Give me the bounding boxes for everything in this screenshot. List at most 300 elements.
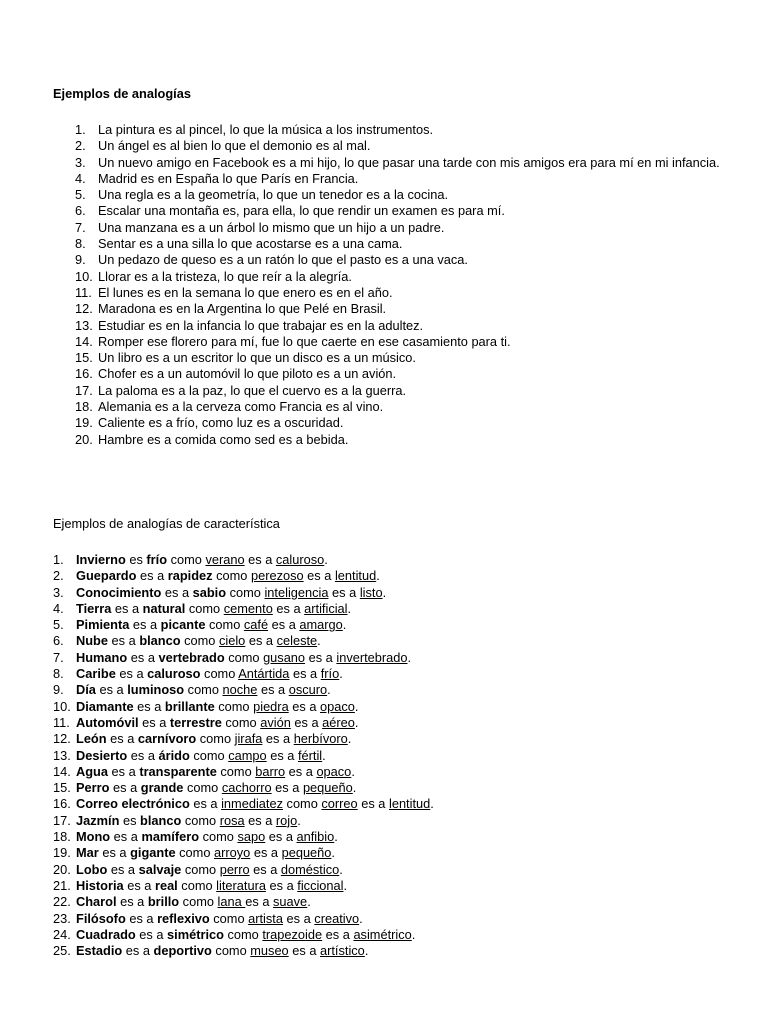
list-item — [53, 318, 743, 334]
relation-text: es a — [127, 649, 159, 665]
relation-text: como — [184, 682, 223, 698]
item-number: 1. — [75, 122, 86, 137]
term-a: Diamante — [76, 698, 134, 714]
list-item — [53, 301, 743, 317]
term-d: artístico — [320, 943, 365, 959]
relation-text: es — [119, 812, 141, 828]
item-number: 19. — [53, 845, 71, 861]
term-b: grande — [140, 780, 184, 796]
item-number: 10. — [53, 698, 71, 714]
item-number: 22. — [53, 894, 71, 910]
term-c: café — [243, 617, 269, 633]
relation-text: como — [216, 763, 256, 779]
term-d: lentitud — [334, 568, 377, 584]
relation-text: es a — [245, 633, 277, 649]
term-c: rosa — [219, 812, 245, 828]
term-c: barro — [255, 763, 286, 779]
item-number: 6. — [53, 633, 64, 649]
item-body — [76, 927, 415, 942]
item-text: Madrid es en España lo que París en Francia. — [98, 170, 359, 186]
list-item — [53, 862, 743, 878]
term-a: Conocimiento — [76, 584, 162, 600]
item-number: 4. — [75, 170, 86, 186]
term-a: Agua — [76, 763, 108, 779]
relation-text: es a — [268, 617, 300, 633]
list-item — [53, 236, 743, 252]
relation-text: es — [125, 552, 147, 567]
item-end: . — [342, 617, 347, 633]
relation-text: como — [209, 910, 249, 926]
term-c: noche — [222, 682, 258, 698]
term-a: Caribe — [76, 666, 116, 682]
list-item — [53, 927, 743, 943]
term-b: blanco — [139, 633, 181, 649]
list-item — [53, 764, 743, 780]
relation-text: es a — [266, 747, 298, 763]
list-item — [53, 829, 743, 845]
term-b: simétrico — [167, 926, 224, 942]
item-end: . — [430, 796, 434, 812]
term-a: Filósofo — [76, 910, 126, 926]
list-item — [53, 699, 743, 715]
relation-text: es a — [108, 633, 140, 649]
item-number: 12. — [75, 301, 93, 317]
term-b: carnívoro — [137, 731, 197, 747]
term-a: Automóvil — [76, 714, 139, 730]
relation-text: como — [200, 666, 239, 682]
term-c: perezoso — [250, 568, 304, 584]
term-d: oscuro — [288, 682, 328, 698]
relation-text: es a — [111, 600, 143, 616]
item-number: 18. — [53, 829, 71, 845]
relation-text: como — [221, 714, 261, 730]
list-item — [53, 568, 743, 584]
term-d: opaco — [316, 763, 352, 779]
item-end: . — [339, 666, 343, 682]
list-item — [53, 399, 743, 415]
term-d: asimétrico — [353, 926, 412, 942]
item-number: 7. — [53, 649, 64, 665]
item-number: 12. — [53, 731, 71, 747]
list-item — [53, 552, 743, 568]
relation-text: es a — [290, 714, 323, 730]
item-number: 15. — [75, 350, 93, 366]
relation-text: es a — [282, 910, 315, 926]
relation-text: como — [211, 943, 251, 959]
item-body — [76, 617, 346, 632]
term-a: Charol — [76, 894, 117, 910]
item-body — [76, 666, 343, 681]
item-end: . — [307, 894, 311, 910]
term-d: fértil — [297, 747, 323, 763]
list-item — [53, 585, 743, 601]
list-item — [53, 666, 743, 682]
item-number: 8. — [75, 236, 86, 252]
term-b: salvaje — [138, 861, 182, 877]
relation-text: es a — [288, 943, 320, 959]
item-body — [76, 894, 311, 909]
term-d: pequeño — [302, 780, 353, 796]
item-number: 10. — [75, 268, 93, 284]
term-a: León — [76, 731, 107, 747]
term-a: Lobo — [76, 861, 108, 877]
relation-text: como — [189, 747, 229, 763]
term-c: cemento — [223, 600, 273, 616]
relation-text: es a — [115, 666, 148, 682]
relation-text: es a — [122, 943, 154, 959]
term-d: lentitud — [388, 796, 431, 812]
item-body — [76, 585, 386, 600]
item-end: . — [343, 877, 348, 893]
term-c: correo — [321, 796, 358, 812]
list-item — [53, 633, 743, 649]
relation-text: como — [185, 600, 224, 616]
item-number: 21. — [53, 877, 71, 893]
item-text: Un pedazo de queso es a un ratón lo que el pasto es a una vaca. — [98, 252, 468, 268]
term-b: árido — [158, 747, 190, 763]
item-body — [76, 633, 321, 648]
relation-text: es a — [285, 763, 317, 779]
term-a: Desierto — [76, 747, 128, 763]
item-text: Llorar es a la tristeza, lo que reír a la alegría. — [98, 268, 352, 284]
term-c: verano — [205, 552, 245, 567]
item-number: 5. — [75, 187, 86, 203]
item-body — [76, 845, 335, 860]
term-a: Mar — [76, 845, 99, 861]
list-item — [53, 748, 743, 764]
term-c: arroyo — [214, 845, 251, 861]
list-item — [53, 269, 743, 285]
term-b: transparente — [139, 763, 217, 779]
item-text: Una manzana es a un árbol lo mismo que un hijo a un padre. — [98, 219, 445, 235]
term-b: real — [154, 877, 178, 893]
term-d: pequeño — [281, 845, 332, 861]
item-body — [76, 731, 351, 746]
relation-text: es a — [108, 763, 140, 779]
term-a: Cuadrado — [76, 926, 136, 942]
item-text: Romper ese florero para mí, fue lo que caerte en ese casamiento para ti. — [98, 333, 511, 349]
term-b: mamífero — [141, 829, 200, 845]
relation-text: es a — [257, 682, 289, 698]
item-body — [76, 764, 355, 779]
relation-text: como — [196, 731, 235, 747]
term-a: Pimienta — [76, 617, 130, 633]
item-text: Maradona es en la Argentina lo que Pelé en Brasil. — [98, 301, 387, 317]
term-d: rojo — [275, 812, 298, 828]
item-text: El lunes es en la semana lo que enero es en el año. — [98, 284, 393, 300]
term-a: Día — [76, 682, 96, 698]
item-body — [76, 699, 358, 714]
list-item — [53, 894, 743, 910]
list-item — [53, 203, 743, 219]
term-c: campo — [228, 747, 267, 763]
relation-text: es a — [109, 780, 141, 796]
item-text: Hambre es a comida como sed es a bebida. — [98, 431, 349, 447]
relation-text: como — [175, 845, 214, 861]
list-item — [53, 682, 743, 698]
item-number: 19. — [75, 415, 93, 431]
term-d: doméstico — [280, 861, 340, 877]
relation-text: es a — [116, 894, 148, 910]
item-number: 6. — [75, 203, 86, 219]
list-item — [53, 187, 743, 203]
term-c: trapezoide — [262, 926, 323, 942]
item-number: 2. — [75, 138, 86, 154]
relation-text: es a — [249, 861, 281, 877]
item-end: . — [297, 812, 301, 828]
relation-text: es a — [322, 926, 354, 942]
term-b: reflexivo — [157, 910, 210, 926]
item-end: . — [334, 829, 338, 845]
item-text: Un ángel es al bien lo que el demonio es al mal. — [98, 138, 371, 154]
list-item — [53, 383, 743, 399]
list-item — [53, 731, 743, 747]
relation-text: como — [180, 633, 219, 649]
item-number: 24. — [53, 926, 71, 942]
term-b: sabio — [192, 584, 227, 600]
term-d: anfibio — [296, 829, 335, 845]
item-text: La paloma es a la paz, lo que el cuervo es a la guerra. — [98, 382, 407, 398]
list-item — [53, 943, 743, 959]
term-c: perro — [219, 861, 250, 877]
relation-text: es a — [357, 796, 389, 812]
relation-text: como — [205, 617, 244, 633]
relation-text: es a — [106, 731, 138, 747]
list-item — [53, 715, 743, 731]
relation-text: como — [183, 780, 222, 796]
relation-text: es a — [328, 584, 360, 600]
relation-text: es a — [262, 731, 294, 747]
list-item — [53, 813, 743, 829]
item-body — [76, 568, 380, 583]
relation-text: es a — [133, 698, 165, 714]
term-b: brillante — [164, 698, 215, 714]
list-item — [53, 350, 743, 366]
item-number: 15. — [53, 780, 71, 796]
item-end: . — [382, 584, 387, 600]
term-c: piedra — [253, 698, 289, 714]
relation-text: como — [282, 796, 322, 812]
item-end: . — [339, 861, 343, 877]
term-a: Invierno — [76, 552, 126, 567]
relation-text: como — [199, 829, 238, 845]
relation-text: es a — [127, 747, 159, 763]
analogies-list — [53, 122, 743, 448]
term-a: Nube — [76, 633, 108, 649]
term-a: Guepardo — [76, 568, 137, 584]
section-title-caracteristica: Ejemplos de analogías de característica — [53, 516, 280, 531]
item-end: . — [317, 633, 321, 649]
item-end: . — [324, 552, 328, 567]
term-c: gusano — [263, 649, 306, 665]
item-text: Alemania es a la cerveza como Francia es al vino. — [98, 399, 384, 415]
term-c: jirafa — [234, 731, 263, 747]
list-item — [53, 138, 743, 154]
term-c: inteligencia — [264, 584, 329, 600]
item-body — [76, 601, 351, 616]
list-item — [53, 122, 743, 138]
item-end: . — [327, 682, 331, 698]
item-number: 5. — [53, 617, 64, 633]
list-item — [53, 878, 743, 894]
item-body — [76, 682, 331, 697]
item-end: . — [354, 698, 359, 714]
item-number: 25. — [53, 943, 71, 959]
relation-text: es a — [135, 926, 168, 942]
relation-text: es a — [123, 877, 155, 893]
term-d: opaco — [320, 698, 355, 714]
relation-text: es a — [305, 649, 337, 665]
item-end: . — [411, 926, 416, 942]
item-body — [76, 650, 411, 665]
term-b: picante — [160, 617, 206, 633]
item-end: . — [351, 763, 355, 779]
relation-text: es a — [125, 910, 158, 926]
relation-text: es a — [303, 568, 335, 584]
term-b: brillo — [147, 894, 180, 910]
term-d: artificial — [304, 600, 348, 616]
list-item — [53, 415, 743, 431]
term-c: literatura — [216, 877, 266, 893]
item-number: 13. — [75, 317, 93, 333]
relation-text: como — [177, 877, 217, 893]
relation-text: como — [181, 861, 220, 877]
relation-text: como — [224, 649, 264, 665]
item-end: . — [376, 568, 380, 584]
item-number: 16. — [75, 366, 93, 382]
term-c: avión — [260, 714, 291, 730]
term-d: creativo — [314, 910, 360, 926]
relation-text: es a — [265, 877, 298, 893]
item-body — [76, 748, 326, 763]
item-body — [76, 552, 328, 567]
item-end: . — [322, 747, 326, 763]
item-body — [76, 911, 363, 926]
term-d: caluroso — [275, 552, 325, 567]
item-number: 11. — [53, 714, 70, 730]
item-number: 20. — [53, 861, 71, 877]
term-c: cielo — [218, 633, 246, 649]
item-text: Sentar es a una silla lo que acostarse es a una cama. — [98, 236, 403, 252]
item-number: 4. — [53, 600, 64, 616]
item-text: Estudiar es en la infancia lo que trabajar es en la adultez. — [98, 317, 424, 333]
list-item — [53, 650, 743, 666]
item-number: 16. — [53, 796, 71, 812]
list-item — [53, 601, 743, 617]
item-text: Chofer es a un automóvil lo que piloto es a un avión. — [98, 366, 397, 382]
item-text: Un nuevo amigo en Facebook es a mi hijo, lo que pasar una tarde con mis amigos era para mí en mi infancia. — [98, 154, 720, 170]
relation-text: como — [226, 584, 265, 600]
item-end: . — [331, 845, 335, 861]
term-a: Jazmín — [76, 812, 120, 828]
term-d: suave — [273, 894, 308, 910]
term-b: natural — [142, 600, 186, 616]
term-a: Humano — [76, 649, 128, 665]
list-item — [53, 155, 743, 171]
item-number: 3. — [53, 584, 64, 600]
term-c: Antártida — [238, 666, 290, 682]
list-item — [53, 334, 743, 350]
term-a: Perro — [76, 780, 110, 796]
relation-text: es a — [129, 617, 161, 633]
item-number: 11. — [75, 284, 92, 300]
relation-text: como — [214, 698, 254, 714]
list-item — [53, 285, 743, 301]
item-number: 14. — [75, 333, 93, 349]
list-item — [53, 366, 743, 382]
item-number: 9. — [75, 252, 86, 268]
relation-text: es a — [98, 845, 131, 861]
term-b: deportivo — [153, 943, 212, 959]
relation-text: como — [181, 812, 220, 828]
item-number: 13. — [53, 747, 71, 763]
term-b: blanco — [140, 812, 182, 828]
list-item — [53, 617, 743, 633]
item-number: 8. — [53, 666, 64, 682]
item-body — [76, 780, 356, 795]
characteristic-analogies-list — [53, 552, 743, 959]
relation-text: es a — [161, 584, 193, 600]
term-b: inmediatez — [221, 796, 283, 812]
item-number: 2. — [53, 568, 64, 584]
list-item — [53, 796, 743, 812]
relation-text: como — [167, 552, 206, 567]
item-number: 17. — [75, 382, 93, 398]
item-end: . — [347, 600, 352, 616]
term-a: Tierra — [76, 600, 112, 616]
item-body — [76, 943, 368, 958]
relation-text: es a — [250, 845, 282, 861]
relation-text: es a — [110, 829, 142, 845]
list-item — [53, 220, 743, 236]
term-a: Mono — [76, 829, 111, 845]
item-body — [76, 862, 343, 877]
term-b: vertebrado — [158, 649, 225, 665]
list-item — [53, 171, 743, 187]
item-number: 17. — [53, 812, 71, 828]
relation-text: es a — [265, 829, 297, 845]
item-number: 18. — [75, 399, 93, 415]
term-b: rapidez — [167, 568, 213, 584]
list-item — [53, 432, 743, 448]
item-number: 9. — [53, 682, 64, 698]
relation-text: es a — [244, 812, 276, 828]
item-text: Caliente es a frío, como luz es a oscuridad. — [98, 415, 344, 431]
relation-text: es a — [189, 796, 222, 812]
item-text: La pintura es al pincel, lo que la música a los instrumentos. — [98, 122, 434, 137]
item-body — [76, 715, 358, 730]
term-d: listo — [359, 584, 383, 600]
term-b: frío — [146, 552, 168, 567]
term-b: caluroso — [147, 666, 201, 682]
relation-text: es a — [136, 568, 168, 584]
relation-text: es a — [288, 698, 320, 714]
term-d: frío — [320, 666, 340, 682]
term-c: cachorro — [221, 780, 272, 796]
term-a: Historia — [76, 877, 124, 893]
term-d: ficcional — [297, 877, 344, 893]
relation-text: es a — [244, 552, 276, 567]
term-a: Estadio — [76, 943, 123, 959]
term-d: aéreo — [322, 714, 355, 730]
relation-text: es a — [95, 682, 128, 698]
item-body — [76, 796, 434, 811]
item-end: . — [359, 910, 363, 926]
term-d: amargo — [299, 617, 343, 633]
term-b: luminoso — [127, 682, 185, 698]
item-body — [76, 813, 301, 828]
item-number: 1. — [53, 552, 64, 567]
